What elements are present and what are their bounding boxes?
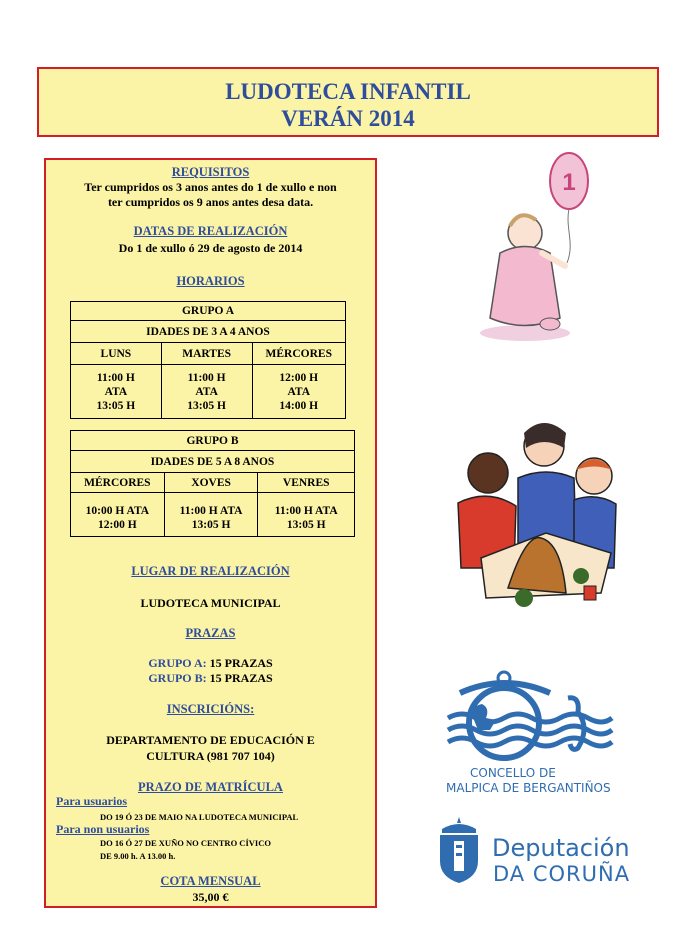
title-box: [37, 67, 659, 137]
time-from: 12:00 H: [279, 371, 319, 384]
grupo-a-title: GRUPO A: [71, 302, 346, 321]
deputacion-region: DA CORUÑA: [493, 862, 631, 886]
balloon-number: 1: [562, 169, 576, 196]
prazas-b-label: GRUPO B:: [148, 671, 207, 685]
grupo-a-time: [71, 365, 162, 419]
inscricions-line-2: CULTURA (981 707 104): [146, 749, 275, 763]
non-usuarios-label: Para non usuarios: [56, 822, 150, 836]
time-to: 14:00 H: [279, 399, 319, 412]
prazas-a-label: GRUPO A:: [148, 656, 207, 670]
prazas-b-value: 15 PRAZAS: [209, 671, 273, 685]
prazas-group-a: [46, 656, 375, 671]
time-to: 13:05 H: [96, 399, 136, 412]
datas-heading: DATAS DE REALIZACIÓN: [133, 224, 288, 238]
datas-text: Do 1 de xullo ó 29 de agosto de 2014: [118, 241, 303, 255]
time-to: 13:05 H: [187, 399, 226, 412]
requisitos-line-2: ter cumpridos os 9 anos antes desa data.: [107, 195, 314, 209]
grupo-b-time: [164, 493, 258, 537]
title-line-1: LUDOTECA INFANTIL: [225, 79, 471, 104]
grupo-b-day: VENRES: [258, 473, 355, 493]
prazas-heading: PRAZAS: [185, 626, 236, 640]
grupo-b-table: [70, 430, 355, 537]
grupo-a-day: MÉRCORES: [252, 343, 346, 365]
grupo-a-table: [70, 301, 346, 419]
prazas-group-b: [46, 671, 375, 686]
usuarios-text: DO 19 Ó 23 DE MAIO NA LUDOTECA MUNICIPAL: [100, 812, 299, 822]
children-table-illustration: [436, 418, 636, 633]
time-line-2: 13:05 H: [191, 518, 231, 531]
grupo-b-title: GRUPO B: [71, 431, 355, 451]
time-from: 11:00 H: [96, 371, 135, 384]
prazo-heading: PRAZO DE MATRÍCULA: [138, 780, 283, 794]
non-usuarios-line-2: DE 9.00 h. A 13.00 h.: [100, 851, 176, 861]
time-sep: ATA: [104, 385, 128, 398]
grupo-b-time: [71, 493, 165, 537]
grupo-b-day: MÉRCORES: [71, 473, 165, 493]
time-line-2: 12:00 H: [98, 518, 137, 531]
inscricions-heading: INSCRICIÓNS:: [166, 702, 255, 716]
concello-malpica-logo-icon: [440, 668, 615, 768]
non-usuarios-line-1: DO 16 Ó 27 DE XUÑO NO CENTRO CÍVICO: [100, 838, 271, 848]
requisitos-line-1: Ter cumpridos os 3 anos antes do 1 de xullo e non: [84, 180, 337, 194]
concello-name-line-2: MALPICA DE BERGANTIÑOS: [446, 781, 611, 795]
title-line-2: VERÁN 2014: [281, 106, 415, 131]
horarios-heading: HORARIOS: [176, 274, 245, 288]
time-line-1: 11:00 H ATA: [179, 504, 243, 517]
inscricions-line-1: DEPARTAMENTO DE EDUCACIÓN E: [106, 733, 315, 747]
grupo-b-day: XOVES: [164, 473, 258, 493]
grupo-a-ages: IDADES DE 3 A 4 ANOS: [71, 321, 346, 343]
time-line-1: 10:00 H ATA: [85, 504, 150, 517]
deputacion-name: Deputación: [492, 834, 630, 862]
cota-heading: COTA MENSUAL: [160, 874, 261, 888]
inscricions-text: [46, 732, 375, 764]
grupo-b-time: [258, 493, 355, 537]
grupo-b-ages: IDADES DE 5 A 8 ANOS: [71, 451, 355, 473]
time-line-1: 11:00 H ATA: [274, 504, 338, 517]
grupo-a-day: LUNS: [71, 343, 162, 365]
time-from: 11:00 H: [187, 371, 226, 384]
prazas-a-value: 15 PRAZAS: [209, 656, 273, 670]
usuarios-label: Para usuarios: [56, 794, 128, 808]
grupo-a-time: [161, 365, 252, 419]
girl-with-balloon-illustration: [470, 148, 600, 348]
grupo-a-day: MARTES: [161, 343, 252, 365]
time-sep: ATA: [287, 385, 311, 398]
requisitos-heading: REQUISITOS: [171, 165, 250, 179]
lugar-text: LUDOTECA MUNICIPAL: [140, 596, 281, 610]
lugar-heading: LUGAR DE REALIZACIÓN: [131, 564, 290, 578]
info-panel: [44, 158, 377, 908]
concello-name-line-1: CONCELLO DE: [470, 766, 556, 780]
time-sep: ATA: [195, 385, 218, 398]
cota-value: 35,00 €: [192, 890, 229, 904]
requisitos-text: [46, 180, 375, 210]
grupo-a-time: [252, 365, 346, 419]
time-line-2: 13:05 H: [286, 518, 326, 531]
deputacion-shield-icon: [430, 815, 488, 885]
